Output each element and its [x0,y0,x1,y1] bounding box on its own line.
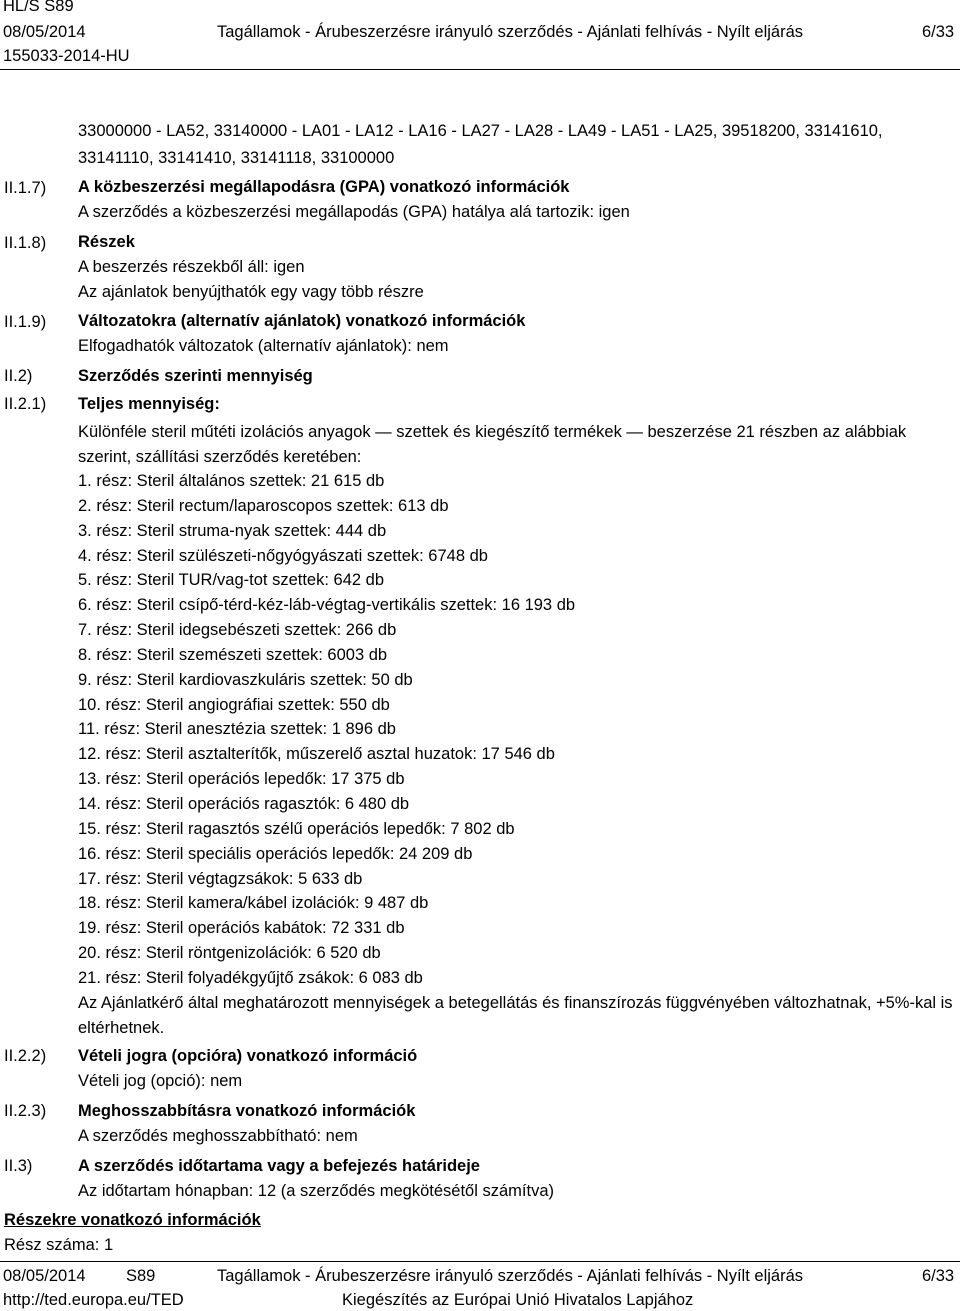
options-text: Vételi jog (opció): nem [78,1072,243,1090]
duration-text: Az időtartam hónapban: 12 (a szerződés megkötésétől számítva) [78,1182,554,1200]
part-item: 2. rész: Steril rectum/laparoscopos szettek: 613 db [78,496,449,515]
part-item: 12. rész: Steril asztalterítők, műszerelő asztal huzatok: 17 546 db [78,745,555,764]
section-number-II-2-3: II.2.3) [4,1102,47,1120]
part-item: 4. rész: Steril szülészeti-nőgyógyászati szettek: 6748 db [78,546,488,565]
part-item: 1. rész: Steril általános szettek: 21 615 db [78,472,385,490]
part-item: 5. rész: Steril TUR/vag-tot szettek: 642 db [78,571,384,590]
renewal-text: A szerződés meghosszabbítható: nem [78,1127,358,1145]
section-number-II-3: II.3) [4,1157,33,1175]
total-quantity-heading: Teljes mennyiség: [78,395,220,413]
part-item: 14. rész: Steril operációs ragasztók: 6 480 db [78,794,410,813]
footer-date: 08/05/2014 [3,1267,86,1285]
part-item: 8. rész: Steril szemészeti szettek: 6003 db [78,645,388,664]
part-item: 18. rész: Steril kamera/kábel izolációk: 9 487 db [78,894,429,913]
part-item: 11. rész: Steril anesztézia szettek: 1 896 db [78,720,396,739]
footer-title: Tagállamok - Árubeszerzésre irányuló szerződés - Ajánlati felhívás - Nyílt eljárás [217,1267,803,1285]
section-number-II-2-1: II.2.1) [4,395,47,413]
part-item: 13. rész: Steril operációs lepedők: 17 375 db [78,770,405,789]
header-code: HL/S S89 [3,0,74,15]
lots-text-1: A beszerzés részekből áll: igen [78,258,305,276]
part-item: 19. rész: Steril operációs kabátok: 72 331 db [78,919,405,938]
parts-list [78,469,575,991]
header-title: Tagállamok - Árubeszerzésre irányuló szerződés - Ajánlati felhívás - Nyílt eljárás [217,23,803,41]
part-item: 7. rész: Steril idegsebészeti szettek: 266 db [78,621,397,640]
total-quantity-text: Különféle steril műtéti izolációs anyagok — szettek és kiegészítő termékek — beszerzése 21 részben az alábbiak szerint, szállítási szerződés keretében: [78,423,907,466]
section-number-II-2: II.2) [4,367,33,385]
footer-publisher: Kiegészítés az Európai Unió Hivatalos Lapjához [342,1291,694,1309]
footer-code: S89 [126,1267,156,1285]
part-item: 15. rész: Steril ragasztós szélű operációs lepedők: 7 802 db [78,819,515,838]
part-item: 10. rész: Steril angiográfiai szettek: 550 db [78,695,390,714]
section-number-II-2-2: II.2.2) [4,1047,47,1065]
cpv-codes-line-1: 33000000 - LA52, 33140000 - LA01 - LA12 - LA16 - LA27 - LA28 - LA49 - LA51 - LA25, 39518200, 33141610, [78,122,883,140]
lots-heading: Részek [78,233,135,251]
lot-number: Rész száma: 1 [4,1236,114,1254]
part-item: 6. rész: Steril csípő-térd-kéz-láb-végtag-vertikális szettek: 16 193 db [78,596,576,615]
part-item: 21. rész: Steril folyadékgyűjtő zsákok: 6 083 db [78,968,423,987]
part-item: 17. rész: Steril végtagzsákok: 5 633 db [78,869,363,888]
footer-url[interactable]: http://ted.europa.eu/TED [3,1291,184,1309]
variants-text: Elfogadhatók változatok (alternatív ajánlatok): nem [78,337,449,355]
section-number-II-1-8: II.1.8) [4,234,47,252]
header-doc-id: 155033-2014-HU [3,47,130,65]
gpa-text: A szerződés a közbeszerzési megállapodás (GPA) hatálya alá tartozik: igen [78,203,630,221]
part-item: 20. rész: Steril röntgenizolációk: 6 520 db [78,944,381,963]
footer-divider [0,1261,960,1262]
duration-heading: A szerződés időtartama vagy a befejezés határideje [78,1157,480,1175]
part-item: 3. rész: Steril struma-nyak szettek: 444 db [78,521,387,540]
header-date: 08/05/2014 [3,23,86,41]
lot-info-heading: Részekre vonatkozó információk [4,1211,261,1229]
gpa-heading: A közbeszerzési megállapodásra (GPA) vonatkozó információk [78,178,570,196]
quantity-heading: Szerződés szerinti mennyiség [78,367,313,385]
part-item: 9. rész: Steril kardiovaszkuláris szettek: 50 db [78,670,413,689]
header-page-number: 6/33 [922,23,955,41]
quantity-note: Az Ajánlatkérő által meghatározott mennyiségek a betegellátás és finanszírozás függvényében változhatnak, +5%-kal is eltérhetnek. [78,994,953,1037]
variants-heading: Változatokra (alternatív ajánlatok) vonatkozó információk [78,312,526,330]
lots-text-2: Az ajánlatok benyújthatók egy vagy több részre [78,283,424,301]
options-heading: Vételi jogra (opcióra) vonatkozó információ [78,1047,418,1065]
header-divider [0,69,960,70]
section-number-II-1-9: II.1.9) [4,313,47,331]
cpv-codes-line-2: 33141110, 33141410, 33141118, 33100000 [78,149,395,167]
section-number-II-1-7: II.1.7) [4,179,47,197]
part-item: 16. rész: Steril speciális operációs lepedők: 24 209 db [78,844,473,863]
footer-page-number: 6/33 [922,1267,955,1285]
renewal-heading: Meghosszabbításra vonatkozó információk [78,1102,416,1120]
